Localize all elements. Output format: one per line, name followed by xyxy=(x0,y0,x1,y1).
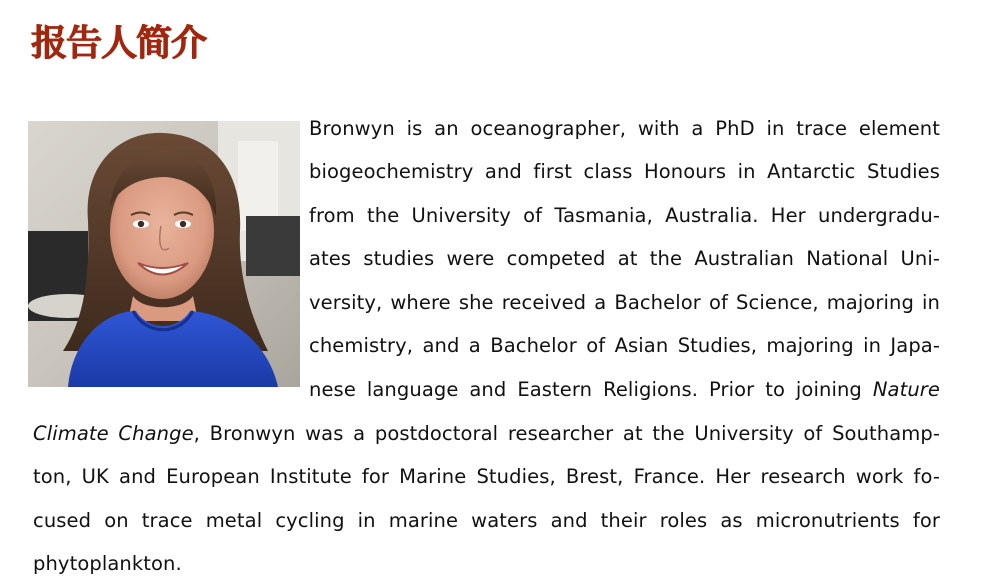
journal-name-part-1: Nature xyxy=(872,378,940,401)
bio-line-11: phytoplankton. xyxy=(33,552,182,575)
bio-line-7-text: nese language and Eastern Religions. Prior to joining xyxy=(309,378,873,401)
portrait-photo xyxy=(28,121,300,387)
bio-line-1: Bronwyn is an oceanographer, with a PhD in trace element xyxy=(309,117,940,140)
bio-line-10: cused on trace metal cycling in marine waters and their roles as micronutrients for xyxy=(33,509,940,532)
bio-line-4: ates studies were competed at the Australian National Uni- xyxy=(309,247,940,270)
bio-line-5: versity, where she received a Bachelor of Science, majoring in xyxy=(309,291,940,314)
journal-name-part-2: Climate Change xyxy=(33,422,194,445)
page-title: 报告人简介 xyxy=(31,23,207,64)
bio-line-8-text: , Bronwyn was a postdoctoral researcher at the University of Southamp- xyxy=(193,422,940,445)
bio-line-7 xyxy=(309,378,940,402)
bio-line-2: biogeochemistry and first class Honours in Antarctic Studies xyxy=(309,160,940,183)
bio-line-8 xyxy=(33,422,940,446)
bio-line-3: from the University of Tasmania, Australia. Her undergradu- xyxy=(309,204,940,227)
bio-line-6: chemistry, and a Bachelor of Asian Studies, majoring in Japa- xyxy=(309,334,940,357)
bio-line-9: ton, UK and European Institute for Marine Studies, Brest, France. Her research work fo- xyxy=(33,465,940,488)
